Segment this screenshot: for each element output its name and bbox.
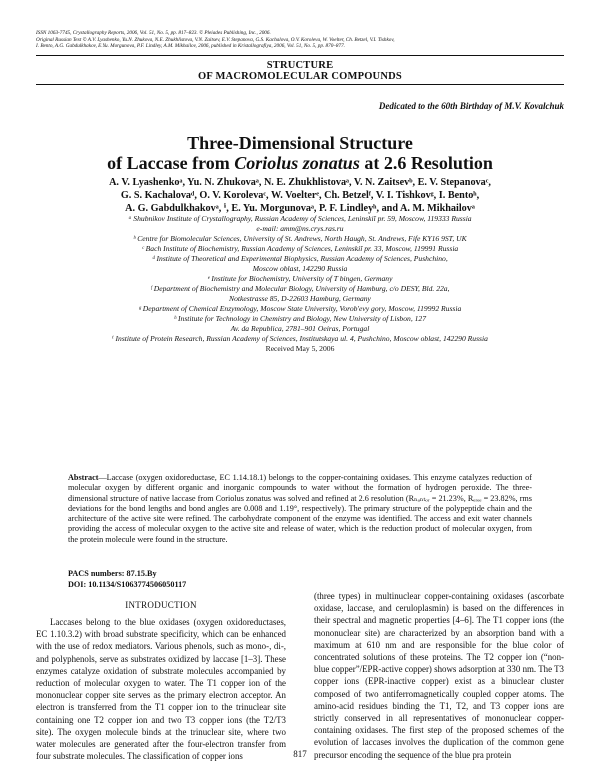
author-line: A. G. Gabdulkhakovᵃ, ⁱ, E. Yu. Morgunovaᵃ, P. F. Lindleyʰ, and A. M. Mikhailovᵃ xyxy=(125,203,475,214)
body-column-right xyxy=(314,590,564,761)
abstract-label: Abstract xyxy=(68,473,99,482)
affiliation-f-cont: Notkestrasse 85, D-22603 Hamburg, Germany xyxy=(229,294,371,303)
header-line: I. Bento, A.G. Gabdulkhakov, E.Yu. Morgunova, P.F. Lindley, A.M. Mikhailov, 2006, published in Kristallografiya, 2006, Vol. 51, No. 5, pp. 870–877. xyxy=(36,43,345,50)
article-title-line1: Three-Dimensional Structure xyxy=(187,133,413,153)
affiliation-c: ᶜ Bach Institute of Biochemistry, Russian Academy of Sciences, Leninskiĭ pr. 33, Moscow, 119991 Russia xyxy=(141,244,459,253)
header-rule xyxy=(36,55,564,56)
affiliation-d: ᵈ Institute of Theoretical and Experimental Biophysics, Russian Academy of Sciences, Pushchino, xyxy=(152,254,448,263)
pacs-numbers: PACS numbers: 87.15.By xyxy=(68,569,157,578)
abstract xyxy=(68,473,532,545)
section-rubric-line1: STRUCTURE xyxy=(266,60,334,71)
header-line: Original Russian Text © A.V. Lyashenko, Yu.N. Zhukova, N.E. Zhukhlistova, V.N. Zaitsev, E.V. Stepanova, G.S. Kachalova, O.V. Koroleva, W. Voelter, Ch. Betzel, V.I. Tishkov, xyxy=(36,36,395,43)
author-line: G. S. Kachalovaᵈ, O. V. Korolevaᶜ, W. Voelterᵉ, Ch. Betzelᶠ, V. I. Tishkovᵍ, I. Bentoʰ, xyxy=(120,190,480,201)
page-number: 817 xyxy=(293,749,307,759)
affiliation-e: ᵉ Institute for Biochemistry, University of T bingen, Germany xyxy=(207,274,393,283)
header-line: ISSN 1063-7745, Crystallography Reports, 2006, Vol. 51, No. 5, pp. 817–823. © Pleiades Publishing, Inc., 2006. xyxy=(36,30,271,36)
title-suffix: at 2.6 Resolution xyxy=(359,153,493,173)
author-list xyxy=(40,176,560,215)
affiliations xyxy=(36,214,564,354)
dedication: Dedicated to the 60th Birthday of M.V. Kovalchuk xyxy=(378,101,564,111)
affiliation-b: ᵇ Centre for Biomolecular Sciences, University of St. Andrews, North Haugh, St. Andrews, Fife KY16 9ST, UK xyxy=(133,234,467,243)
affiliation-h: ʰ Institute for Technology in Chemistry and Biology, New University of Lisbon, 127 xyxy=(173,314,427,323)
body-paragraph: (three types) in multinuclear copper-containing oxidases (ascorbate oxidase, laccase, and ceruloplasmin) is based on the differences in their spectral and magnetic properties [4–6]. The T1 copper ions (the mononuclear site) are characterized by an absorption band with a maximum at 610 nm and are responsible for the blue color of concentrated solutions of these proteins. The T2 copper ion (“non-blue copper”/EPR-active copper) shows adsorption at 330 nm. The T3 copper ions (EPR-inactive copper) exist as a binuclear cluster composed of two antiferromagnetically coupled copper atoms. The amino-acid residues binding the T1, T2, and T3 copper ions are strictly conserved in all representatives of mononuclear copper-containing oxidases. The first step of the proposed schemes of the evolution of laccases involves the duplication of the common gene precursor encoding the sequence of the blue pra protein xyxy=(314,591,564,760)
title-species: Coriolus zonatus xyxy=(234,153,360,173)
doi: DOI: 10.1134/S1063774506050117 xyxy=(68,580,187,589)
affiliation-g: ᵍ Department of Chemical Enzymology, Moscow State University, Vorob'evy gory, Moscow, 119992 Russia xyxy=(138,304,462,313)
affiliation-a: ᵃ Shubnikov Institute of Crystallography, Russian Academy of Sciences, Leninskiĭ pr. 59, Moscow, 119333 Russia xyxy=(128,214,472,223)
affiliation-d-cont: Moscow oblast, 142290 Russia xyxy=(252,264,348,273)
affiliation-h-cont: Av. da Republica, 2781–901 Oeiras, Portugal xyxy=(230,324,370,333)
title-prefix: of Laccase from xyxy=(107,153,235,173)
rubric-rule xyxy=(36,84,564,85)
section-heading-introduction: INTRODUCTION xyxy=(125,600,197,610)
body-column-left xyxy=(36,616,286,762)
author-line: A. V. Lyashenkoᵃ, Yu. N. Zhukovaᵃ, N. E. Zhukhlistovaᵃ, V. N. Zaitsevᵇ, E. V. Stepanovaᶜ, xyxy=(109,177,491,188)
article-title-line2 xyxy=(0,153,600,174)
abstract-text: —Laccase (oxygen oxidoreductase, EC 1.14.18.1) belongs to the copper-containing oxidases. This enzyme catalyzes reduction of molecular oxygen by different organic and inorganic compounds to water without the formation of hydrogen peroxide. The three-dimensional structure of native laccase from Coriolus zonatus was solved and refined at 2.6 resolution (Rₙₐₙₜₒᵣ = 21.23%, Rₑᵣₑₑ = 23.82%, rms deviations for the bond lengths and bond angles are 0.008 and 1.19°, respectively). The primary structure of the polypeptide chain and the architecture of the active site were refined. The carbohydrate component of the enzyme was identified. The access and exit water channels providing the access of molecular oxygen to the active site and release of water, which is the reduction product of molecular oxygen, from the protein molecule were found in the structure. xyxy=(68,473,532,544)
contact-email: e-mail: amm@ns.crys.ras.ru xyxy=(256,224,344,233)
received-date: Received May 5, 2006 xyxy=(265,344,335,353)
affiliation-f: ᶠ Department of Biochemistry and Molecular Biology, University of Hamburg, c/o DESY, Bld. 22a, xyxy=(150,284,450,293)
journal-header xyxy=(36,30,556,50)
body-paragraph: Laccases belong to the blue oxidases (oxygen oxidoreductases, EC 1.10.3.2) with broad substrate specificity, which can be enhanced with the use of redox mediators. Various phenols, such as mono-, di-, and polyphenols, serve as substrates oxidized by laccase [1–3]. These enzymes catalyze oxidation of substrate molecules accompanied by reduction of molecular oxygen to water. The T1 copper ion of the mononuclear copper site serves as the primary electron acceptor. An electron is transferred from the T1 copper ion to the trinuclear site containing one T2 copper ion and two T3 copper ions (the T2/T3 site). The oxygen molecule binds at the trinuclear site, where two water molecules are generated after the four-electron transfer from four substrate molecules. The classification of copper ions xyxy=(36,617,286,762)
affiliation-i: ⁱ Institute of Protein Research, Russian Academy of Sciences, Institutskaya ul. 4, Pushchino, Moscow oblast, 142290 Russia xyxy=(112,334,488,343)
section-rubric-line2: OF MACROMOLECULAR COMPOUNDS xyxy=(198,71,402,82)
